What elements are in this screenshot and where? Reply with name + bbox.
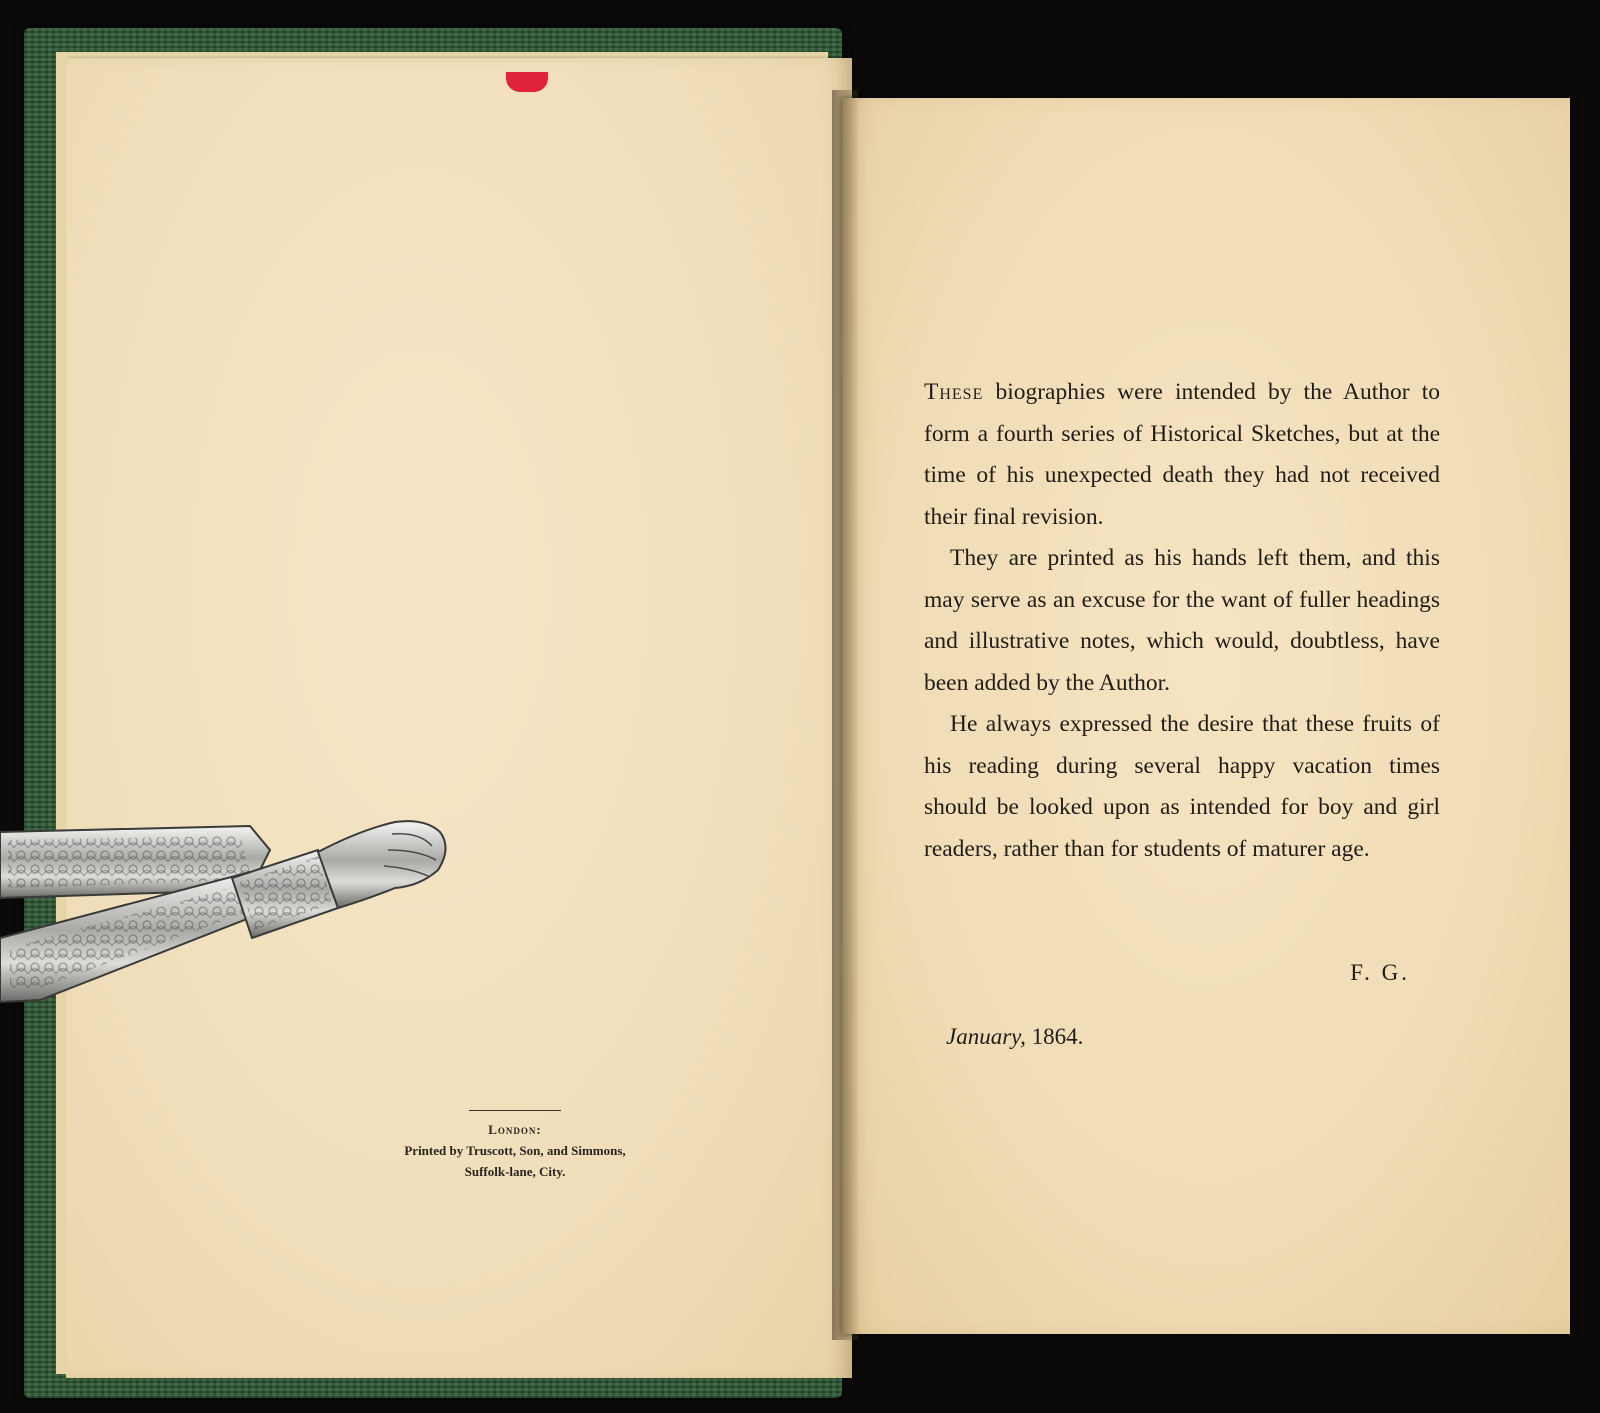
preface-paragraph-1 <box>924 372 1440 538</box>
dateline <box>946 1024 1083 1050</box>
imprint-rule <box>469 1110 561 1111</box>
imprint-printer: Printed by Truscott, Son, and Simmons, <box>404 1143 626 1158</box>
preface-lead-word: These <box>924 379 984 405</box>
date-month: January, <box>946 1024 1026 1049</box>
book-gutter <box>832 90 858 1340</box>
author-initials: F. G. <box>1350 960 1410 985</box>
silver-hand-page-clip <box>0 820 460 1030</box>
preface-paragraph-3: He always expressed the desire that these fruits of his reading during several happy vacation times should be looked upon as intended for boy and girl readers, rather than for students of maturer age. <box>924 711 1440 862</box>
date-year: 1864. <box>1031 1024 1084 1049</box>
imprint-address: Suffolk-lane, City. <box>464 1164 566 1179</box>
red-page-tab <box>506 72 548 92</box>
preface-text <box>924 372 1440 870</box>
printer-imprint <box>360 1110 670 1182</box>
preface-paragraph-2: They are printed as his hands left them, and this may serve as an excuse for the want of fuller headings and illustrative notes, which would, doubtless, have been added by the Author. <box>924 545 1440 696</box>
paragraph-text: biographies were intended by the Author to form a fourth series of Historical Sketches, but at the time of his unexpected death they had not received their final revision. <box>924 379 1440 530</box>
imprint-city: London: <box>488 1122 542 1137</box>
